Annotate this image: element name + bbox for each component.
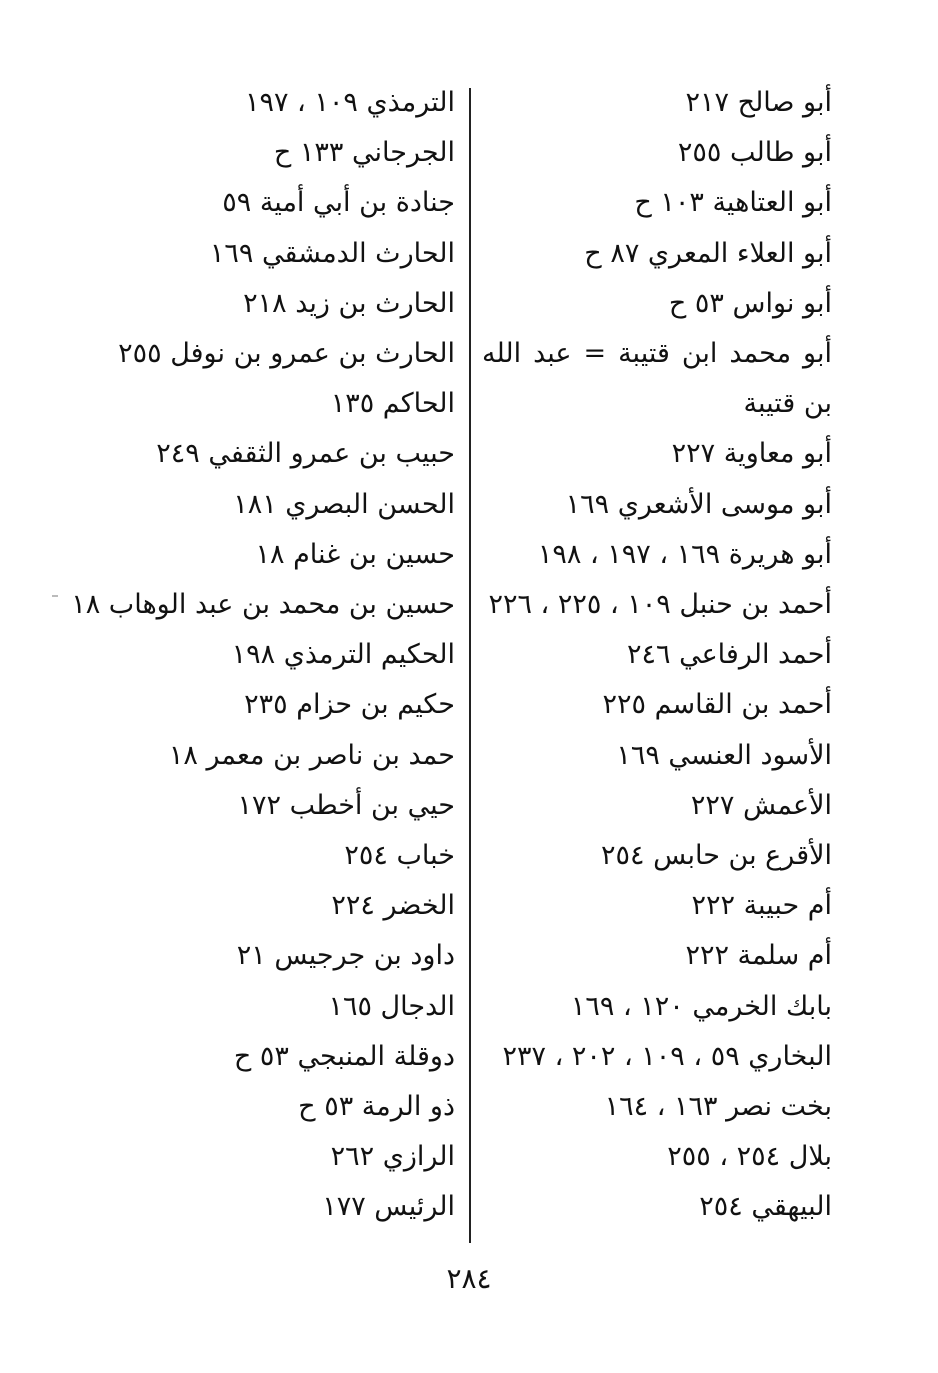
index-entry: البخاري ٥٩ ، ١٠٩ ، ٢٠٢ ، ٢٣٧ — [502, 1040, 832, 1072]
index-entry: بابك الخرمي ١٢٠ ، ١٦٩ — [570, 990, 832, 1022]
index-entry: أحمد بن حنبل ١٠٩ ، ٢٢٥ ، ٢٢٦ — [488, 589, 832, 621]
index-entry: الأعمش ٢٢٧ — [690, 789, 832, 821]
index-entry: الجرجاني ١٣٣ ح — [273, 137, 455, 169]
index-entry: بلال ٢٥٤ ، ٢٥٥ — [667, 1141, 832, 1173]
index-entry: البيهقي ٢٥٤ — [699, 1191, 832, 1223]
index-entry: أبو العلاء المعري ٨٧ ح — [584, 237, 832, 269]
index-entry: أم سلمة ٢٢٢ — [685, 940, 832, 972]
scan-speck — [52, 595, 58, 597]
index-entry: الأقرع بن حابس ٢٥٤ — [601, 840, 832, 872]
index-entry: أبو معاوية ٢٢٧ — [671, 438, 832, 470]
index-entry: الخضر ٢٢٤ — [331, 890, 455, 922]
index-column-left — [71, 78, 455, 1233]
index-entry: الرئيس ١٧٧ — [322, 1191, 455, 1223]
index-entry: الحارث بن عمرو بن نوفل ٢٥٥ — [118, 338, 455, 370]
index-entry: الحسن البصري ١٨١ — [233, 488, 455, 520]
index-entry: الحاكم ١٣٥ — [330, 388, 455, 420]
column-divider — [469, 88, 471, 1243]
index-entry: أحمد بن القاسم ٢٢٥ — [602, 689, 832, 721]
index-entry: أحمد الرفاعي ٢٤٦ — [626, 639, 832, 671]
index-entry: جنادة بن أبي أمية ٥٩ — [222, 187, 455, 219]
index-entry: الترمذي ١٠٩ ، ١٩٧ — [244, 87, 455, 118]
index-entry: حسين بن غنام ١٨ — [255, 538, 455, 570]
index-entry: حيي بن أخطب ١٧٢ — [237, 789, 455, 821]
index-entry: أبو هريرة ١٦٩ ، ١٩٧ ، ١٩٨ — [537, 538, 832, 570]
index-entry: حسين بن محمد بن عبد الوهاب ١٨ — [71, 589, 455, 621]
index-entry: أبو نواس ٥٣ ح — [668, 287, 832, 319]
index-entry: الدجال ١٦٥ — [328, 990, 455, 1022]
index-entry: أبو موسى الأشعري ١٦٩ — [565, 488, 832, 520]
index-entry: حمد بن ناصر بن معمر ١٨ — [168, 739, 455, 771]
index-entry: الأسود العنسي ١٦٩ — [616, 739, 832, 771]
index-entry: أبو صالح ٢١٧ — [685, 87, 832, 118]
index-entry: الحكيم الترمذي ١٩٨ — [231, 639, 455, 671]
index-entry: بخت نصر ١٦٣ ، ١٦٤ — [604, 1091, 832, 1123]
index-entry: أبو العتاهية ١٠٣ ح — [634, 187, 832, 219]
index-entry: داود بن جرجيس ٢١ — [236, 940, 455, 972]
index-entry: الرازي ٢٦٢ — [330, 1141, 455, 1173]
index-entry: الحارث الدمشقي ١٦٩ — [209, 237, 455, 269]
index-entry: حكيم بن حزام ٢٣٥ — [244, 689, 455, 721]
index-entry: أبو طالب ٢٥٥ — [677, 137, 832, 169]
page-number: ٢٨٤ — [446, 1262, 492, 1295]
index-entry: حبيب بن عمرو الثقفي ٢٤٩ — [156, 438, 455, 470]
index-entry: الحارث بن زيد ٢١٨ — [243, 287, 455, 319]
index-entry: أم حبيبة ٢٢٢ — [691, 890, 832, 922]
index-entry: ذو الرمة ٥٣ ح — [298, 1091, 455, 1123]
index-entry: خباب ٢٥٤ — [344, 840, 455, 872]
index-entry: دوقلة المنبجي ٥٣ ح — [233, 1040, 455, 1072]
index-entry: أبو محمد ابن قتيبة = عبد الله بن قتيبة — [482, 338, 832, 420]
index-column-right — [482, 78, 832, 1233]
